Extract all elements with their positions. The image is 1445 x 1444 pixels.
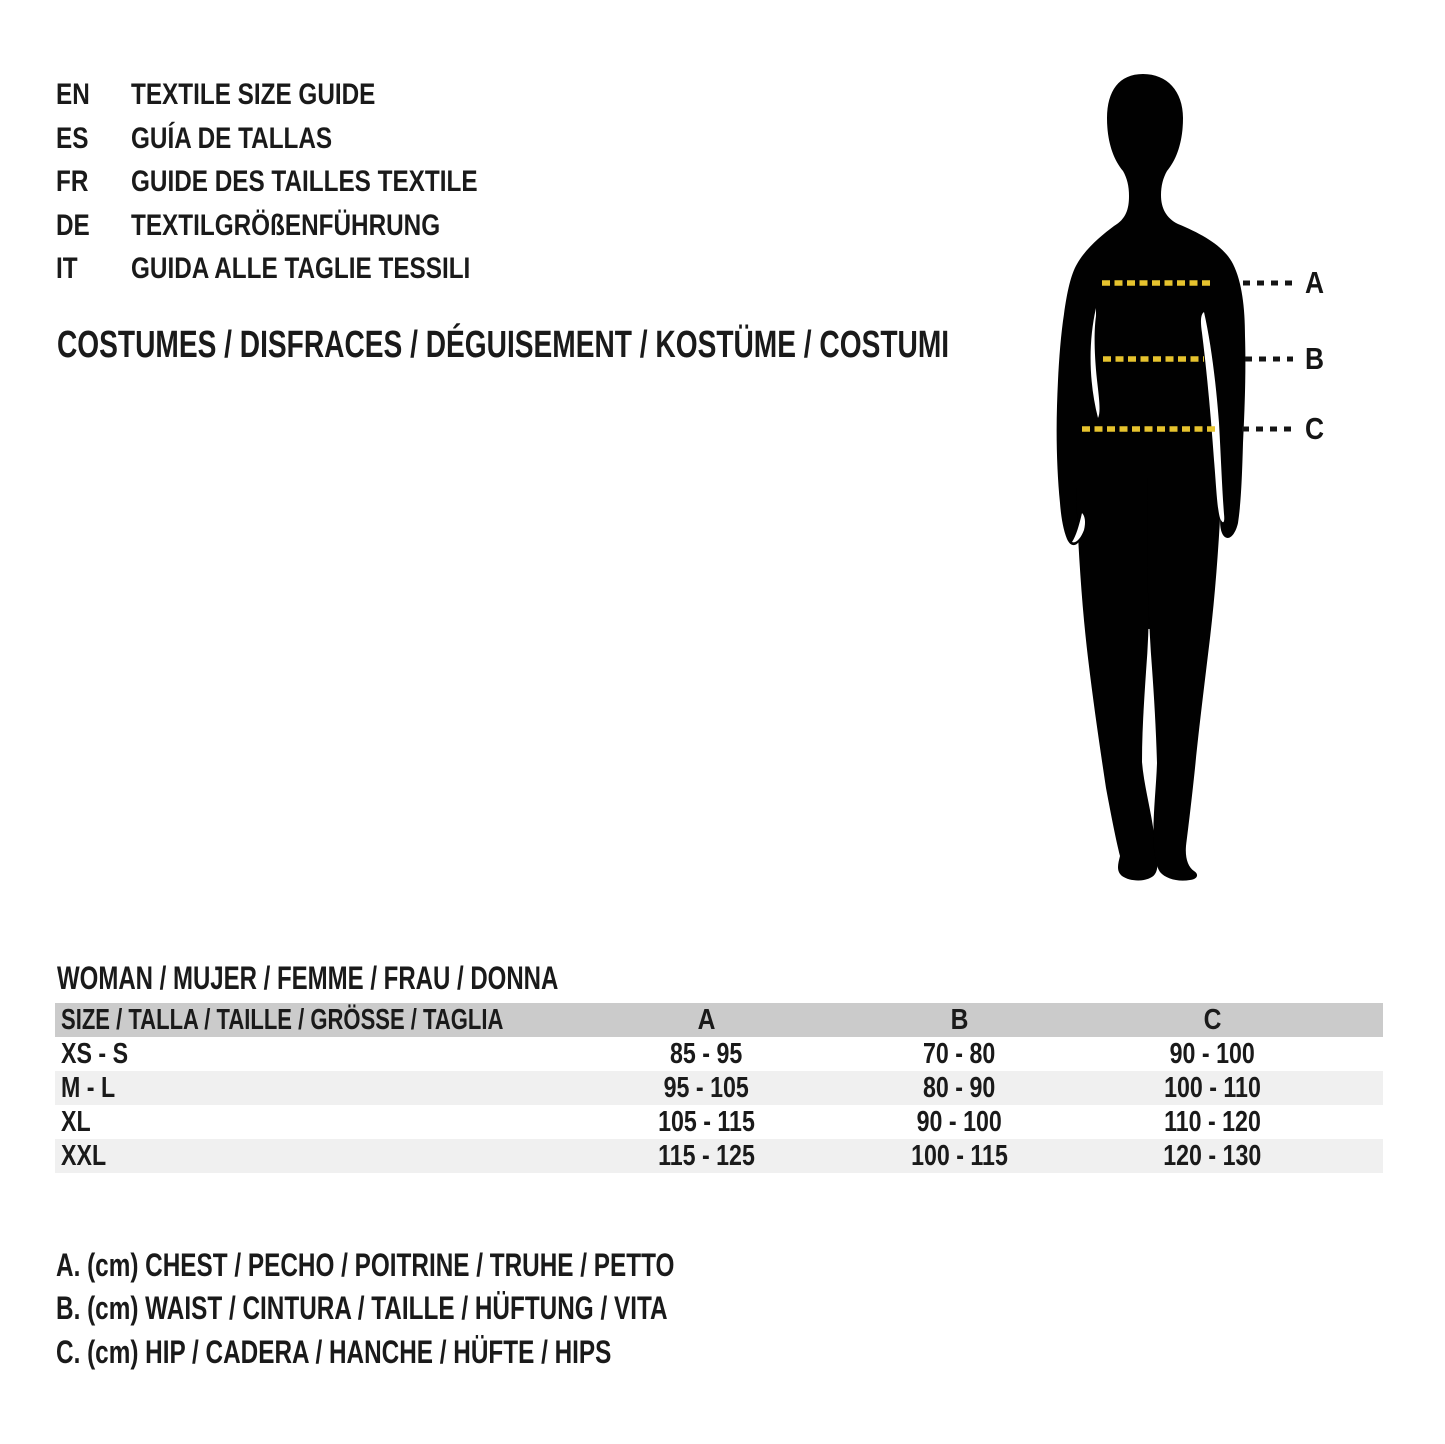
category-title: COSTUMES / DISFRACES / DÉGUISEMENT / KOSTÜME / COSTUMI [57,324,950,366]
legend-unit: (cm) [87,1290,139,1326]
legend-row [56,1335,787,1369]
value-b: 100 - 115 [911,1140,1008,1172]
value-c: 100 - 110 [1164,1072,1261,1104]
size-group-title: WOMAN / MUJER / FEMME / FRAU / DONNA [57,960,559,996]
header-col-c: C [1203,1004,1222,1036]
language-row [56,165,559,199]
header-col-a: A [697,1004,716,1036]
woman-silhouette [1030,68,1302,886]
legend-row [56,1248,870,1282]
silhouette-right-leg [1147,478,1222,881]
legend-label: WAIST / CINTURA / TAILLE / HÜFTUNG / VITA [145,1290,668,1326]
silhouette-left-leg [1076,488,1157,880]
language-label: GUIDA ALLE TAGLIE TESSILI [131,252,471,285]
measure-marker-c: C [1305,411,1325,446]
legend-marker: B. [56,1290,81,1326]
value-c: 90 - 100 [1169,1038,1256,1070]
language-label: GUÍA DE TALLAS [131,122,333,155]
size-label: XL [61,1106,91,1138]
language-code: DE [56,209,90,242]
language-code: IT [56,252,78,285]
legend-row [56,1291,861,1325]
language-code: ES [56,122,89,155]
measure-marker-a: A [1305,265,1325,300]
size-label: M - L [61,1072,116,1104]
value-a: 95 - 105 [663,1072,750,1104]
value-b: 70 - 80 [923,1038,996,1070]
value-b: 80 - 90 [923,1072,996,1104]
value-a: 105 - 115 [658,1106,755,1138]
size-table-row [55,1139,1383,1173]
value-a: 115 - 125 [658,1140,755,1172]
language-row [56,252,550,286]
legend-label: HIP / CADERA / HANCHE / HÜFTE / HIPS [145,1334,612,1370]
language-row [56,78,433,112]
size-table [55,1003,1383,1173]
value-c: 120 - 130 [1163,1140,1262,1172]
legend-marker: A. [56,1247,81,1283]
legend-label: CHEST / PECHO / POITRINE / TRUHE / PETTO [145,1247,675,1283]
size-table-row [55,1105,1383,1139]
language-label: TEXTILE SIZE GUIDE [131,78,376,111]
value-b: 90 - 100 [916,1106,1003,1138]
language-label: GUIDE DES TAILLES TEXTILE [131,165,478,198]
legend-unit: (cm) [87,1247,139,1283]
language-code: FR [56,165,89,198]
legend-marker: C. [56,1334,81,1370]
size-table-row [55,1071,1383,1105]
language-label: TEXTILGRÖßENFÜHRUNG [131,209,441,242]
value-a: 85 - 95 [670,1038,743,1070]
size-label: XXL [61,1140,107,1172]
language-code: EN [56,78,90,111]
language-row [56,209,513,243]
header-col-b: B [950,1004,969,1036]
size-table-row [55,1037,1383,1071]
size-table-header-row [55,1003,1383,1037]
measurement-figure [1030,68,1370,886]
value-c: 110 - 120 [1164,1106,1261,1138]
legend-unit: (cm) [87,1334,139,1370]
language-row [56,122,380,156]
header-size-column: SIZE / TALLA / TAILLE / GRÖSSE / TAGLIA [61,1004,504,1036]
measure-marker-b: B [1305,341,1325,376]
size-label: XS - S [61,1038,129,1070]
